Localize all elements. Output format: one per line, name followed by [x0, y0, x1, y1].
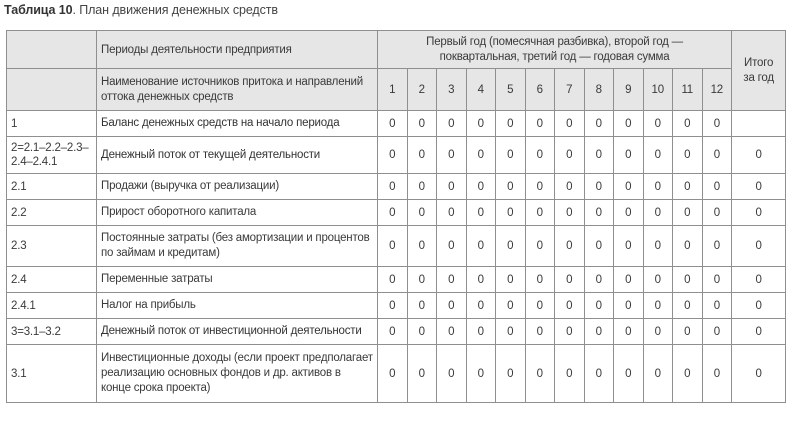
month-value-cell: 0 [525, 345, 555, 403]
table-row [7, 111, 786, 137]
month-value-cell: 0 [614, 174, 644, 200]
month-value-cell: 0 [555, 345, 585, 403]
header-month-9: 9 [614, 69, 644, 111]
month-value-cell: 0 [378, 319, 408, 345]
row-code: 2.1 [7, 174, 97, 200]
month-value-cell: 0 [496, 137, 526, 174]
month-value-cell: 0 [702, 226, 732, 267]
row-total-cell: 0 [732, 267, 786, 293]
row-name: Постоянные затраты (без амортизации и процентов по займам и кредитам) [97, 226, 378, 267]
month-value-cell: 0 [643, 226, 673, 267]
table-row [7, 174, 786, 200]
header-first-year: Первый год (помесячная разбивка), второй год — поквартальная, третий год — годовая сумма [378, 31, 732, 69]
month-value-cell: 0 [555, 267, 585, 293]
row-code: 3=3.1–3.2 [7, 319, 97, 345]
month-value-cell: 0 [407, 200, 437, 226]
header-month-6: 6 [525, 69, 555, 111]
month-value-cell: 0 [378, 111, 408, 137]
month-value-cell: 0 [525, 111, 555, 137]
row-total-cell: 0 [732, 345, 786, 403]
month-value-cell: 0 [584, 111, 614, 137]
month-value-cell: 0 [407, 267, 437, 293]
header-month-3: 3 [437, 69, 467, 111]
month-value-cell: 0 [614, 226, 644, 267]
month-value-cell: 0 [496, 200, 526, 226]
month-value-cell: 0 [614, 111, 644, 137]
row-total-cell: 0 [732, 174, 786, 200]
month-value-cell: 0 [584, 226, 614, 267]
month-value-cell: 0 [702, 174, 732, 200]
row-code: 2=2.1–2.2–2.3–2.4–2.4.1 [7, 137, 97, 174]
month-value-cell: 0 [378, 293, 408, 319]
month-value-cell: 0 [584, 174, 614, 200]
table-number: Таблица 10 [4, 3, 73, 17]
month-value-cell: 0 [614, 293, 644, 319]
table-row [7, 319, 786, 345]
month-value-cell: 0 [673, 293, 703, 319]
row-name: Баланс денежных средств на начало периода [97, 111, 378, 137]
row-total-cell: 0 [732, 293, 786, 319]
month-value-cell: 0 [702, 345, 732, 403]
month-value-cell: 0 [525, 319, 555, 345]
row-total-cell: 0 [732, 200, 786, 226]
header-sources: Наименование источников притока и направлений оттока денежных средств [97, 69, 378, 111]
month-value-cell: 0 [437, 345, 467, 403]
table-row [7, 137, 786, 174]
month-value-cell: 0 [555, 200, 585, 226]
month-value-cell: 0 [407, 319, 437, 345]
month-value-cell: 0 [496, 226, 526, 267]
month-value-cell: 0 [466, 293, 496, 319]
month-value-cell: 0 [673, 200, 703, 226]
month-value-cell: 0 [525, 293, 555, 319]
month-value-cell: 0 [673, 267, 703, 293]
month-value-cell: 0 [378, 226, 408, 267]
month-value-cell: 0 [407, 345, 437, 403]
month-value-cell: 0 [673, 226, 703, 267]
month-value-cell: 0 [437, 226, 467, 267]
month-value-cell: 0 [525, 200, 555, 226]
month-value-cell: 0 [614, 200, 644, 226]
month-value-cell: 0 [643, 111, 673, 137]
month-value-cell: 0 [614, 345, 644, 403]
cash-flow-table [6, 30, 786, 403]
header-month-2: 2 [407, 69, 437, 111]
month-value-cell: 0 [466, 137, 496, 174]
header-blank-cell [7, 31, 97, 69]
month-value-cell: 0 [555, 293, 585, 319]
row-name: Прирост оборотного капитала [97, 200, 378, 226]
month-value-cell: 0 [584, 200, 614, 226]
month-value-cell: 0 [378, 200, 408, 226]
month-value-cell: 0 [407, 111, 437, 137]
month-value-cell: 0 [525, 174, 555, 200]
month-value-cell: 0 [584, 267, 614, 293]
table-title: . План движения денежных средств [72, 3, 278, 17]
month-value-cell: 0 [407, 226, 437, 267]
row-name: Продажи (выручка от реализации) [97, 174, 378, 200]
month-value-cell: 0 [407, 137, 437, 174]
month-value-cell: 0 [555, 319, 585, 345]
month-value-cell: 0 [584, 319, 614, 345]
header-code-blank [7, 69, 97, 111]
month-value-cell: 0 [437, 111, 467, 137]
month-value-cell: 0 [496, 319, 526, 345]
month-value-cell: 0 [437, 200, 467, 226]
month-value-cell: 0 [555, 137, 585, 174]
table-caption [4, 3, 278, 17]
month-value-cell: 0 [614, 267, 644, 293]
month-value-cell: 0 [496, 345, 526, 403]
month-value-cell: 0 [555, 111, 585, 137]
row-code: 1 [7, 111, 97, 137]
row-total-cell: 0 [732, 137, 786, 174]
month-value-cell: 0 [702, 111, 732, 137]
header-month-12: 12 [702, 69, 732, 111]
header-month-5: 5 [496, 69, 526, 111]
month-value-cell: 0 [614, 319, 644, 345]
table-row [7, 226, 786, 267]
month-value-cell: 0 [643, 137, 673, 174]
month-value-cell: 0 [496, 293, 526, 319]
month-value-cell: 0 [496, 267, 526, 293]
month-value-cell: 0 [702, 267, 732, 293]
header-month-10: 10 [643, 69, 673, 111]
month-value-cell: 0 [673, 319, 703, 345]
row-name: Инвестиционные доходы (если проект предполагает реализацию основных фондов и др. активов в конце срока проекта) [97, 345, 378, 403]
month-value-cell: 0 [702, 293, 732, 319]
row-name: Налог на прибыль [97, 293, 378, 319]
month-value-cell: 0 [437, 293, 467, 319]
month-value-cell: 0 [643, 200, 673, 226]
month-value-cell: 0 [496, 174, 526, 200]
month-value-cell: 0 [643, 319, 673, 345]
header-month-11: 11 [673, 69, 703, 111]
month-value-cell: 0 [378, 267, 408, 293]
month-value-cell: 0 [437, 174, 467, 200]
table-row [7, 293, 786, 319]
row-name: Денежный поток от инвестиционной деятельности [97, 319, 378, 345]
month-value-cell: 0 [437, 319, 467, 345]
header-total: Итого за год [732, 31, 786, 111]
month-value-cell: 0 [378, 345, 408, 403]
row-name: Переменные затраты [97, 267, 378, 293]
month-value-cell: 0 [584, 137, 614, 174]
header-month-7: 7 [555, 69, 585, 111]
month-value-cell: 0 [643, 267, 673, 293]
header-month-1: 1 [378, 69, 408, 111]
month-value-cell: 0 [466, 111, 496, 137]
month-value-cell: 0 [466, 319, 496, 345]
header-month-4: 4 [466, 69, 496, 111]
row-code: 3.1 [7, 345, 97, 403]
row-total-cell: 0 [732, 226, 786, 267]
month-value-cell: 0 [702, 200, 732, 226]
month-value-cell: 0 [496, 111, 526, 137]
month-value-cell: 0 [466, 345, 496, 403]
table-row [7, 345, 786, 403]
month-value-cell: 0 [584, 345, 614, 403]
month-value-cell: 0 [643, 174, 673, 200]
month-value-cell: 0 [673, 345, 703, 403]
row-total-cell [732, 111, 786, 137]
month-value-cell: 0 [673, 137, 703, 174]
month-value-cell: 0 [407, 293, 437, 319]
month-value-cell: 0 [614, 137, 644, 174]
month-value-cell: 0 [584, 293, 614, 319]
month-value-cell: 0 [702, 137, 732, 174]
month-value-cell: 0 [407, 174, 437, 200]
table-row [7, 267, 786, 293]
month-value-cell: 0 [466, 200, 496, 226]
row-total-cell: 0 [732, 319, 786, 345]
header-month-8: 8 [584, 69, 614, 111]
month-value-cell: 0 [673, 174, 703, 200]
month-value-cell: 0 [555, 174, 585, 200]
month-value-cell: 0 [525, 137, 555, 174]
header-periods: Периоды деятельности предприятия [97, 31, 378, 69]
month-value-cell: 0 [673, 111, 703, 137]
month-value-cell: 0 [702, 319, 732, 345]
row-code: 2.4.1 [7, 293, 97, 319]
month-value-cell: 0 [555, 226, 585, 267]
month-value-cell: 0 [466, 174, 496, 200]
row-name: Денежный поток от текущей деятельности [97, 137, 378, 174]
month-value-cell: 0 [378, 137, 408, 174]
month-value-cell: 0 [437, 137, 467, 174]
month-value-cell: 0 [643, 293, 673, 319]
row-code: 2.2 [7, 200, 97, 226]
row-code: 2.4 [7, 267, 97, 293]
month-value-cell: 0 [378, 174, 408, 200]
table-row [7, 200, 786, 226]
row-code: 2.3 [7, 226, 97, 267]
month-value-cell: 0 [437, 267, 467, 293]
month-value-cell: 0 [643, 345, 673, 403]
month-value-cell: 0 [525, 267, 555, 293]
month-value-cell: 0 [466, 267, 496, 293]
month-value-cell: 0 [466, 226, 496, 267]
month-value-cell: 0 [525, 226, 555, 267]
